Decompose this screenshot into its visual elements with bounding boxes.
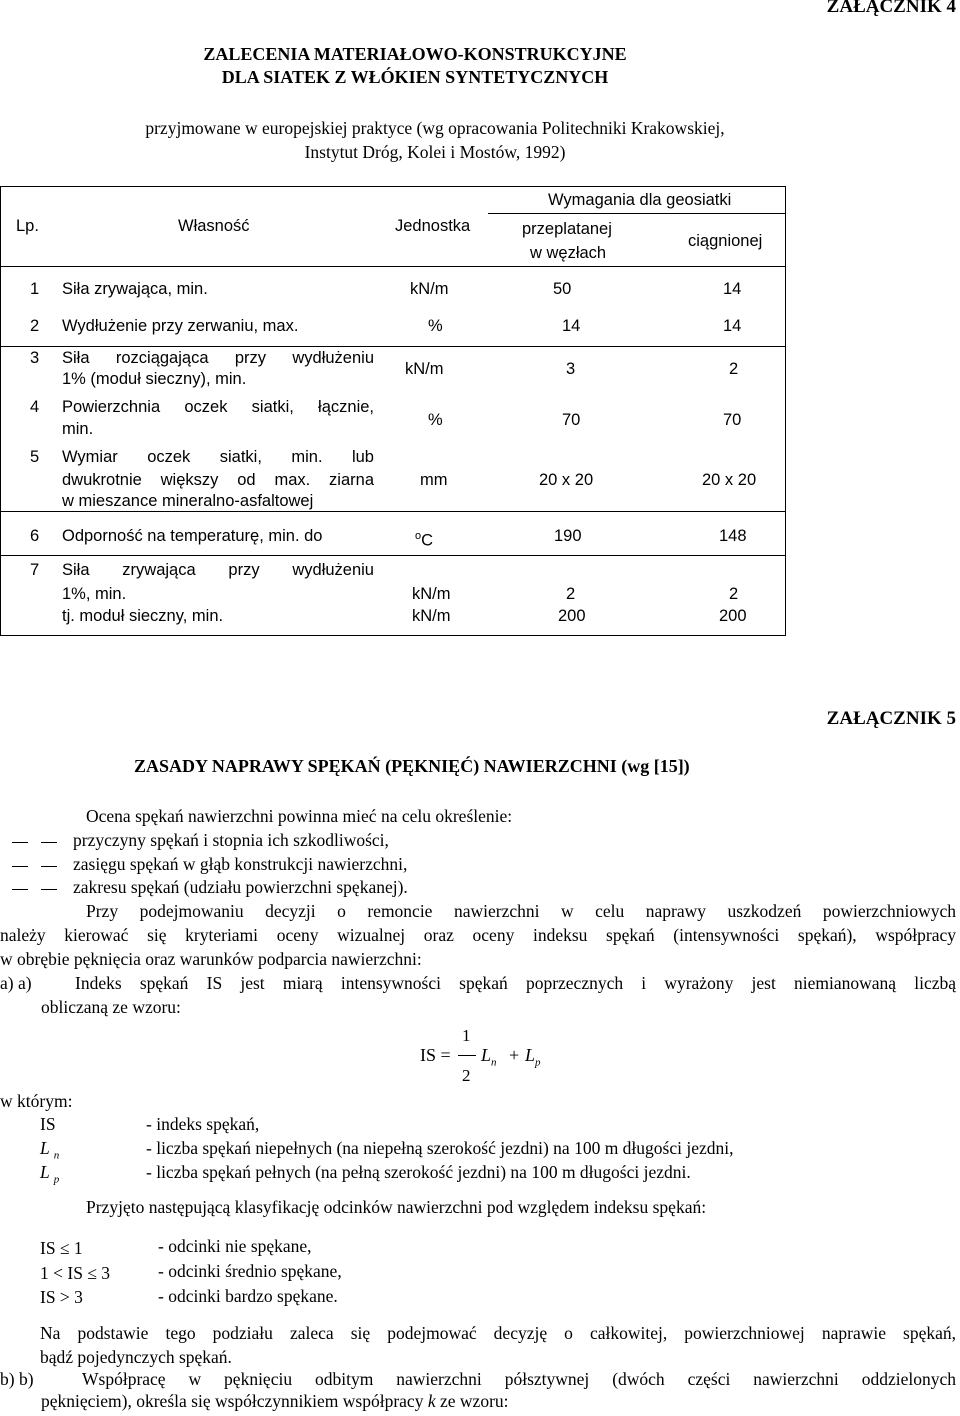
- def-symbol-sub: n: [53, 1149, 60, 1162]
- table-header-bottom: [0, 266, 786, 267]
- row-lp: 3: [30, 349, 40, 367]
- row-unit-text: C: [421, 531, 434, 550]
- formula-plus: +: [509, 1045, 520, 1065]
- row-woven: 70: [562, 411, 581, 429]
- annex4-title-line2: DLA SIATEK Z WŁÓKIEN SYNTETYCZNYCH: [221, 67, 609, 87]
- def-symbol: [40, 1138, 59, 1162]
- header-unit: Jednostka: [395, 217, 471, 235]
- para2-line2: bądź pojedynczych spękań.: [40, 1347, 232, 1367]
- formula-l-symbol: L: [525, 1045, 536, 1065]
- row-property-line2: 1% (moduł sieczny), min.: [62, 370, 247, 388]
- row-property-line2: 1%, min.: [62, 585, 127, 603]
- degree-superscript: o: [415, 530, 422, 542]
- coefficient-k: k: [427, 1391, 436, 1411]
- row-unit: mm: [420, 471, 448, 489]
- where-label: w którym:: [0, 1091, 73, 1111]
- def-symbol: [40, 1162, 59, 1186]
- list-item: zakresu spękań (udziału powierzchni spękanej).: [73, 877, 408, 897]
- item-b-marker: b) b): [0, 1369, 34, 1389]
- row-woven: 3: [566, 360, 576, 378]
- annex4-label: ZAŁĄCZNIK 4: [826, 0, 956, 17]
- row-property-line3: tj. moduł sieczny, min.: [62, 607, 224, 625]
- def-symbol-letter: L: [40, 1138, 50, 1158]
- header-requirements: Wymagania dla geosiatki: [548, 191, 732, 209]
- annex5-intro: Ocena spękań nawierzchni powinna mieć na celu określenie:: [86, 806, 513, 826]
- row-stretched-line2: 200: [719, 607, 747, 625]
- header-property: Własność: [178, 217, 250, 235]
- item-a-marker: a) a): [0, 973, 32, 993]
- header-lp: Lp.: [16, 217, 39, 235]
- item-b-line2: [41, 1391, 509, 1412]
- formula-l-symbol: L: [481, 1045, 492, 1065]
- bullet-dash: [12, 866, 28, 867]
- row-woven: 20 x 20: [539, 471, 594, 489]
- row-unit: [415, 526, 433, 552]
- formula-lp: [525, 1045, 541, 1069]
- def-symbol-letter: L: [40, 1162, 50, 1182]
- row-unit: %: [428, 317, 443, 335]
- row-unit-line1: kN/m: [412, 585, 451, 603]
- table-row-separator: [0, 555, 786, 556]
- class-condition: IS ≤ 1: [40, 1238, 83, 1258]
- row-lp: 2: [30, 317, 40, 335]
- classification-intro: Przyjęto następującą klasyfikację odcinków nawierzchni pod względem indeksu spękań:: [86, 1197, 707, 1217]
- row-property-line1: Powierzchnia oczek siatki, łącznie,: [62, 398, 374, 416]
- table-header-subline: [488, 213, 786, 214]
- row-property: Odporność na temperaturę, min. do: [62, 527, 323, 545]
- annex4-subtitle-line2: Instytut Dróg, Kolei i Mostów, 1992): [304, 142, 566, 162]
- row-property-line2: min.: [62, 420, 94, 438]
- table-border-top: [0, 186, 786, 187]
- row-woven-line2: 200: [558, 607, 586, 625]
- header-woven-line1: przeplatanej: [522, 220, 612, 238]
- class-description: - odcinki bardzo spękane.: [158, 1286, 338, 1306]
- list-item: przyczyny spękań i stopnia ich szkodliwości,: [73, 830, 389, 850]
- formula-denominator: 2: [462, 1066, 471, 1085]
- def-symbol: IS: [40, 1114, 56, 1134]
- row-unit: kN/m: [410, 280, 449, 298]
- header-woven-line2: w węzłach: [530, 244, 607, 262]
- fraction-bar: [458, 1055, 476, 1056]
- table-border-left: [0, 186, 1, 636]
- row-stretched: 148: [719, 527, 747, 545]
- bullet-dash: [12, 889, 28, 890]
- annex4-title-line1: ZALECENIA MATERIAŁOWO-KONSTRUKCYJNE: [203, 44, 627, 64]
- item-b-line2-tail: ze wzoru:: [435, 1391, 509, 1411]
- table-border-bottom: [0, 635, 786, 636]
- row-property-line2: dwukrotnie większy od max. ziarna: [62, 471, 374, 489]
- list-item: zasięgu spękań w głąb konstrukcji nawierzchni,: [73, 854, 408, 874]
- row-unit-line2: kN/m: [412, 607, 451, 625]
- row-property-line1: Siła zrywająca przy wydłużeniu: [62, 561, 374, 579]
- bullet-dash: [12, 842, 28, 843]
- para2-line1: Na podstawie tego podziału zaleca się podejmować decyzję o całkowitej, powierzchniowej naprawie spękań,: [40, 1323, 956, 1343]
- def-symbol-sub: p: [53, 1173, 60, 1186]
- row-lp: 5: [30, 448, 40, 466]
- row-unit: %: [428, 411, 443, 429]
- row-woven: 14: [562, 317, 581, 335]
- item-b-line1: Współpracę w pęknięciu odbitym nawierzchni półsztywnej (dwóch części nawierzchni oddzielonych: [82, 1369, 956, 1389]
- row-property-line1: Siła rozciągająca przy wydłużeniu: [62, 349, 374, 367]
- row-property: Wydłużenie przy zerwaniu, max.: [62, 317, 299, 335]
- bullet-dash: [41, 866, 57, 867]
- item-a-line1: Indeks spękań IS jest miarą intensywności spękań poprzecznych i wyrażony jest niemianowaną liczbą: [75, 973, 956, 993]
- item-a-line2: obliczaną ze wzoru:: [41, 997, 181, 1017]
- row-stretched: 14: [723, 280, 742, 298]
- para1-line1: Przy podejmowaniu decyzji o remoncie nawierzchni w celu naprawy uszkodzeń powierzchniowych: [86, 901, 956, 921]
- formula-sub-p: p: [535, 1056, 541, 1069]
- row-lp: 7: [30, 561, 40, 579]
- class-condition: 1 < IS ≤ 3: [40, 1263, 111, 1283]
- annex5-title: ZASADY NAPRAWY SPĘKAŃ (PĘKNIĘĆ) NAWIERZCHNI (wg [15]): [134, 756, 690, 776]
- para1-line2: należy kierować się kryteriami oceny wizualnej oraz oceny indeksu spękań (intensywności spękań), współpracy: [0, 925, 956, 945]
- row-lp: 4: [30, 398, 40, 416]
- class-description: - odcinki średnio spękane,: [158, 1261, 342, 1281]
- bullet-dash: [41, 889, 57, 890]
- item-b-line2-text: pęknięciem), określa się współczynnikiem współpracy: [41, 1391, 428, 1411]
- formula-numerator: 1: [462, 1026, 471, 1045]
- def-description: - liczba spękań pełnych (na pełną szerokość jezdni) na 100 m długości jezdni.: [146, 1162, 691, 1182]
- row-woven: 50: [553, 280, 572, 298]
- requirements-table: [0, 186, 786, 636]
- row-stretched-line1: 2: [729, 585, 739, 603]
- row-woven: 190: [554, 527, 582, 545]
- header-stretched: ciągnionej: [688, 232, 763, 250]
- table-row-separator: [0, 346, 786, 347]
- row-unit: kN/m: [405, 360, 444, 378]
- row-property-line3: w mieszance mineralno-asfaltowej: [62, 492, 314, 510]
- row-stretched: 70: [723, 411, 742, 429]
- annex4-subtitle-line1: przyjmowane w europejskiej praktyce (wg opracowania Politechniki Krakowskiej,: [145, 118, 725, 138]
- annex5-label: ZAŁĄCZNIK 5: [826, 708, 956, 729]
- para1-line3: w obrębie pęknięcia oraz warunków podparcia nawierzchni:: [0, 949, 422, 969]
- bullet-dash: [41, 842, 57, 843]
- row-stretched: 2: [729, 360, 739, 378]
- row-lp: 1: [30, 280, 40, 298]
- formula-sub-n: n: [491, 1056, 497, 1069]
- formula-lhs: IS =: [420, 1045, 451, 1065]
- def-description: - indeks spękań,: [146, 1114, 260, 1134]
- def-description: - liczba spękań niepełnych (na niepełną szerokość jezdni) na 100 m długości jezdni,: [146, 1138, 734, 1158]
- row-lp: 6: [30, 527, 40, 545]
- class-condition: IS > 3: [40, 1287, 83, 1307]
- row-woven-line1: 2: [566, 585, 576, 603]
- formula-ln: [481, 1045, 497, 1069]
- row-property: Siła zrywająca, min.: [62, 280, 208, 298]
- row-stretched: 20 x 20: [702, 471, 757, 489]
- table-border-right: [785, 186, 786, 636]
- row-stretched: 14: [723, 317, 742, 335]
- row-property-line1: Wymiar oczek siatki, min. lub: [62, 448, 374, 466]
- class-description: - odcinki nie spękane,: [158, 1236, 312, 1256]
